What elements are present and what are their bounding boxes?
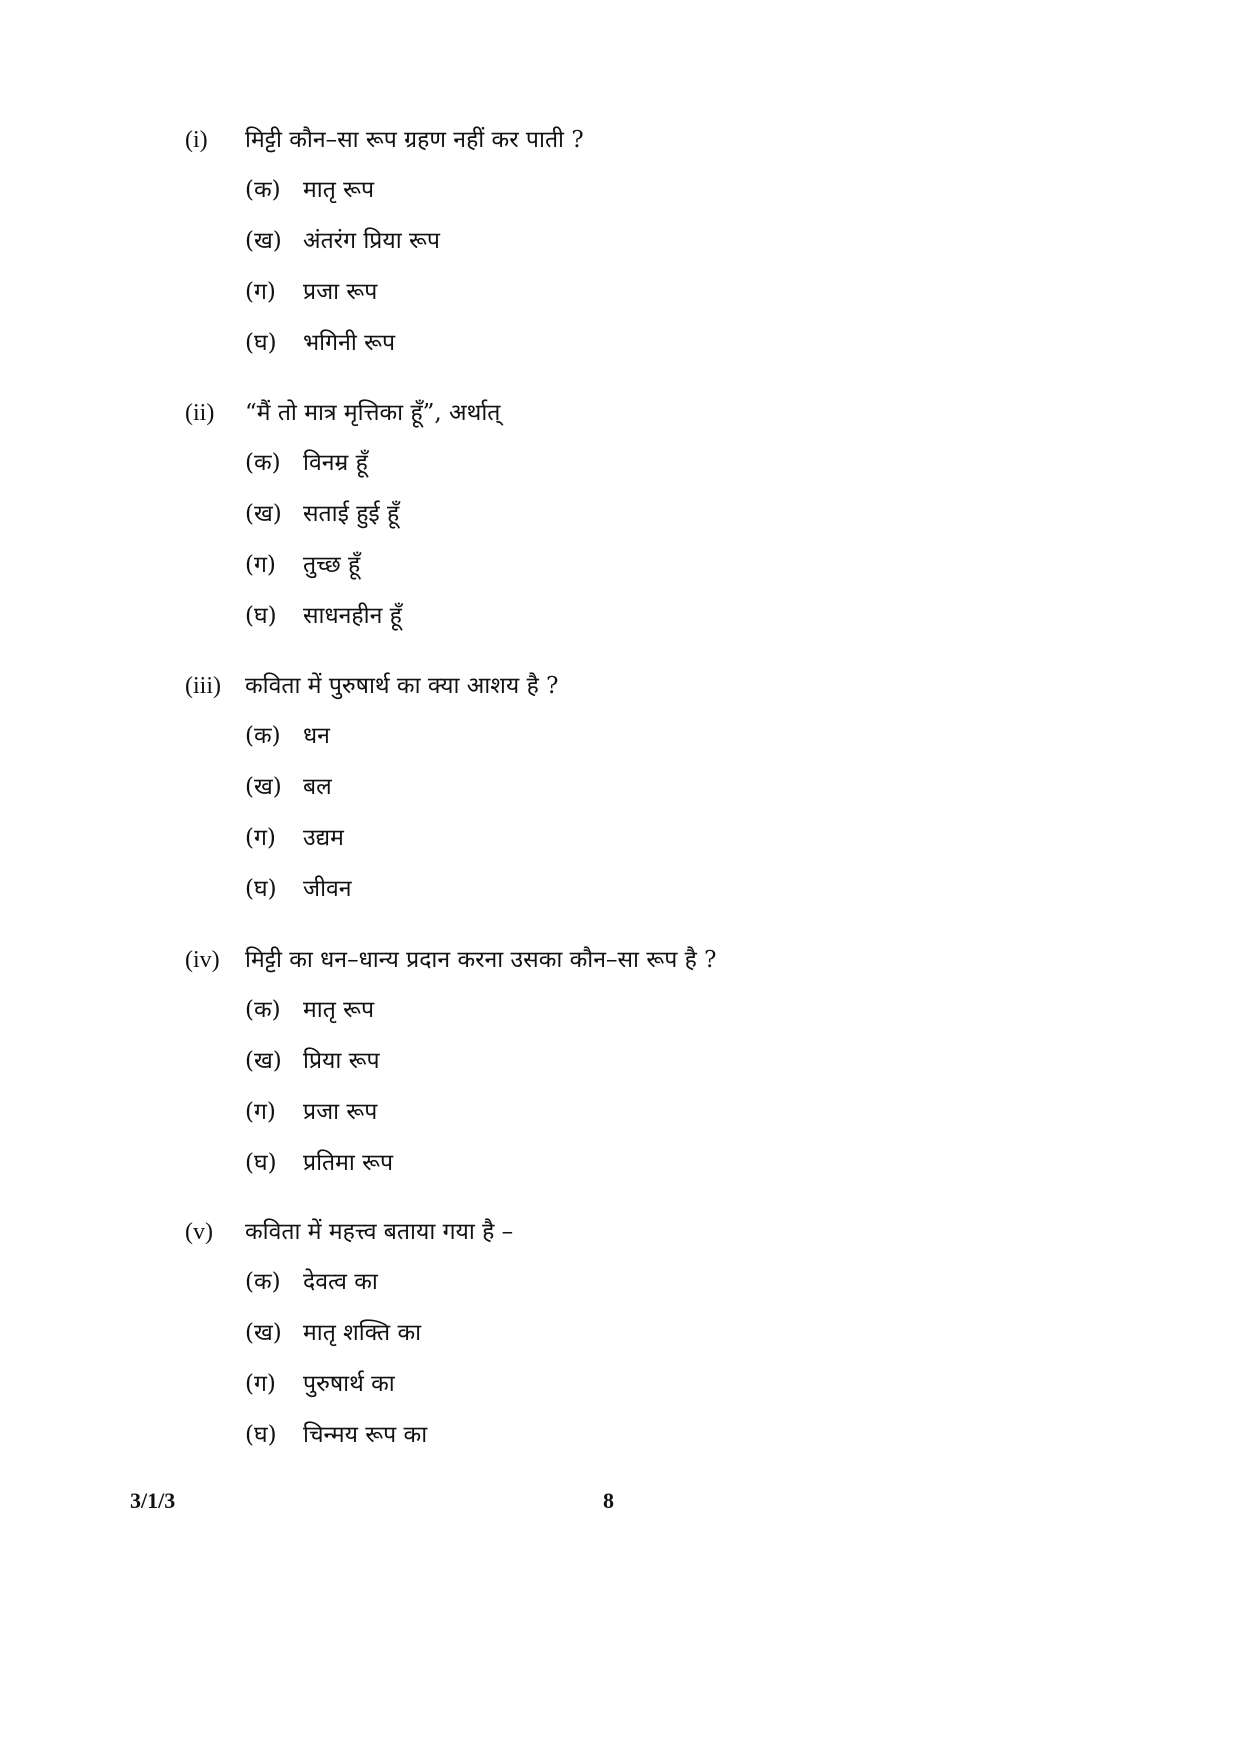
question-5	[185, 1214, 1085, 1468]
option-gha	[185, 325, 1085, 376]
option-text: प्रजा रूप	[303, 279, 378, 305]
question-2	[185, 395, 1085, 649]
option-text: पुरुषार्थ का	[303, 1371, 395, 1397]
question-number: (v)	[185, 1219, 213, 1245]
question-4	[185, 942, 1085, 1196]
option-ga	[185, 1366, 1085, 1417]
option-label: (ख)	[245, 1048, 282, 1074]
option-ka	[185, 172, 1085, 223]
option-text: प्रतिमा रूप	[303, 1150, 394, 1176]
option-ka	[185, 1264, 1085, 1315]
option-label: (घ)	[245, 1422, 277, 1448]
option-kha	[185, 1315, 1085, 1366]
page-number: 8	[603, 1488, 614, 1513]
option-ga	[185, 1094, 1085, 1145]
question-text: कविता में पुरुषार्थ का क्या आशय है ?	[245, 673, 559, 699]
option-label: (ख)	[245, 1320, 282, 1346]
question-stem	[185, 942, 1085, 982]
option-label: (ख)	[245, 228, 282, 254]
option-text: चिन्मय रूप का	[303, 1422, 428, 1448]
option-label: (ख)	[245, 501, 282, 527]
option-text: भगिनी रूप	[303, 330, 396, 356]
option-label: (घ)	[245, 876, 277, 902]
option-gha	[185, 871, 1085, 922]
option-text: जीवन	[303, 876, 352, 902]
option-text: प्रजा रूप	[303, 1099, 378, 1125]
option-label: (ख)	[245, 774, 282, 800]
option-label: (घ)	[245, 603, 277, 629]
option-text: प्रिया रूप	[303, 1048, 380, 1074]
option-ga	[185, 547, 1085, 598]
option-text: बल	[303, 774, 332, 800]
option-ga	[185, 820, 1085, 871]
option-label: (ग)	[245, 825, 276, 851]
option-text: मातृ शक्ति का	[303, 1320, 422, 1346]
question-text: “मैं तो मात्र मृत्तिका हूँ”, अर्थात्	[245, 400, 501, 426]
option-text: साधनहीन हूँ	[303, 603, 402, 629]
option-gha	[185, 1145, 1085, 1196]
question-text: मिट्टी का धन–धान्य प्रदान करना उसका कौन–सा रूप है ?	[245, 947, 717, 973]
question-number: (iii)	[185, 673, 221, 699]
option-text: अंतरंग प्रिया रूप	[303, 228, 440, 254]
option-text: मातृ रूप	[303, 177, 375, 203]
option-kha	[185, 496, 1085, 547]
option-label: (ग)	[245, 1099, 276, 1125]
option-label: (घ)	[245, 1150, 277, 1176]
option-text: उद्यम	[303, 825, 344, 851]
option-label: (ग)	[245, 279, 276, 305]
paper-code: 3/1/3	[130, 1488, 176, 1513]
option-label: (क)	[245, 177, 281, 203]
question-text: कविता में महत्त्व बताया गया है –	[245, 1219, 514, 1245]
option-ka	[185, 718, 1085, 769]
option-label: (ग)	[245, 552, 276, 578]
question-1	[185, 122, 1085, 376]
option-text: देवत्व का	[303, 1269, 378, 1295]
question-stem	[185, 668, 1085, 708]
question-3	[185, 668, 1085, 922]
option-label: (क)	[245, 450, 281, 476]
option-ka	[185, 445, 1085, 496]
question-number: (i)	[185, 127, 208, 153]
option-text: तुच्छ हूँ	[303, 552, 361, 578]
option-label: (ग)	[245, 1371, 276, 1397]
question-number: (iv)	[185, 947, 220, 973]
option-label: (क)	[245, 1269, 281, 1295]
option-kha	[185, 769, 1085, 820]
option-text: धन	[303, 723, 330, 749]
option-ga	[185, 274, 1085, 325]
option-ka	[185, 992, 1085, 1043]
option-gha	[185, 598, 1085, 649]
option-text: सताई हुई हूँ	[303, 501, 400, 527]
question-stem	[185, 395, 1085, 435]
question-text: मिट्टी कौन–सा रूप ग्रहण नहीं कर पाती ?	[245, 127, 584, 153]
question-number: (ii)	[185, 400, 215, 426]
option-label: (क)	[245, 997, 281, 1023]
option-gha	[185, 1417, 1085, 1468]
option-label: (घ)	[245, 330, 277, 356]
option-kha	[185, 1043, 1085, 1094]
option-text: विनम्र हूँ	[303, 450, 368, 476]
question-stem	[185, 1214, 1085, 1254]
option-kha	[185, 223, 1085, 274]
option-text: मातृ रूप	[303, 997, 375, 1023]
question-stem	[185, 122, 1085, 162]
option-label: (क)	[245, 723, 281, 749]
